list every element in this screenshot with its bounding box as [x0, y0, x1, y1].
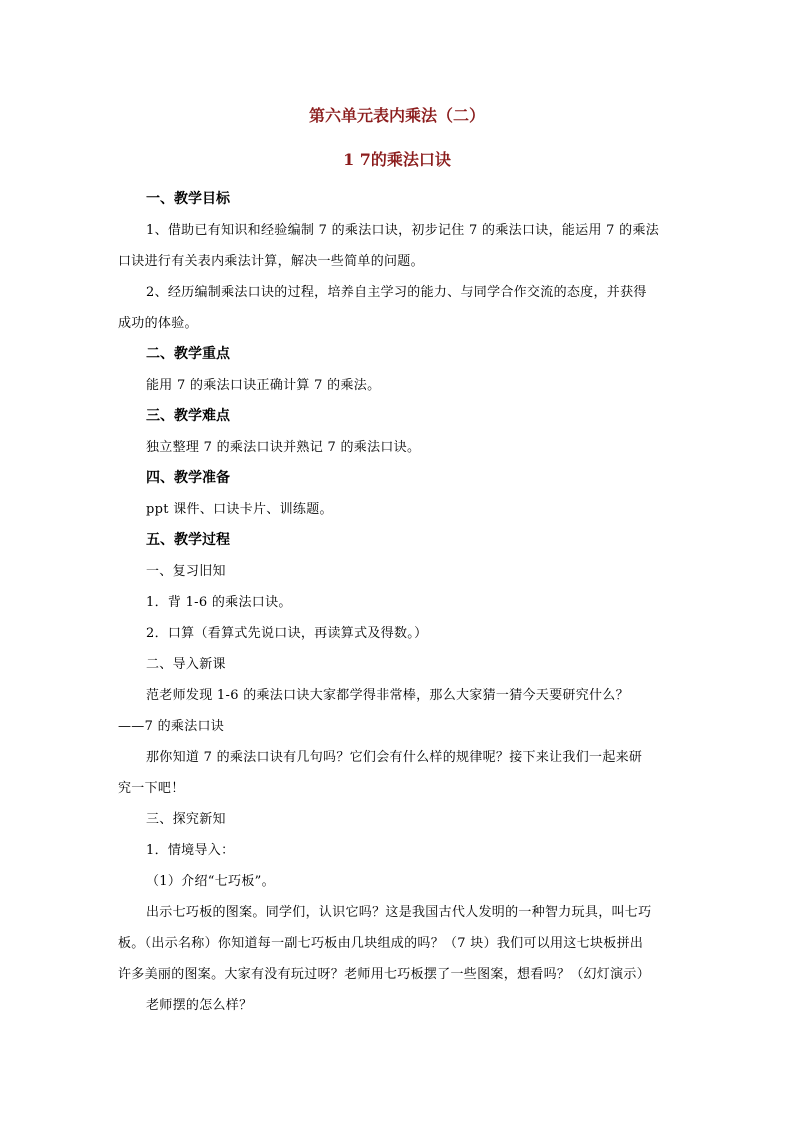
key-point-text: 能用 7 的乘法口诀正确计算 7 的乘法。 [146, 378, 381, 393]
goal-1-line-1: 1、借助已有知识和经验编制 7 的乘法口诀，初步记住 7 的乘法口诀，能运用 7 的乘法 [146, 223, 660, 238]
difficulty-heading: 三、教学难点 [146, 408, 230, 424]
goals-heading: 一、教学目标 [146, 191, 230, 207]
process-heading: 五、教学过程 [146, 532, 230, 548]
goal-2-line-2: 成功的体验。 [118, 316, 198, 331]
document-content [118, 100, 676, 1021]
key-point-heading: 二、教学重点 [146, 346, 230, 362]
tangram-line-1: 出示七巧板的图案。同学们，认识它吗？这是我国古代人发明的一种智力玩具，叫七巧 [146, 905, 652, 920]
review-item-2: 2．口算（看算式先说口诀，再读算式及得数。） [146, 626, 428, 641]
tangram-line-4: 老师摆的怎么样？ [146, 998, 253, 1013]
explore-heading: 三、探究新知 [146, 812, 226, 827]
lesson-title: 1 7的乘法口诀 [343, 150, 451, 169]
page-title: 第六单元表内乘法（二） [308, 106, 485, 125]
tangram-line-2: 板。（出示名称）你知道每一副七巧板由几块组成的吗？（7 块）我们可以用这七块板拼出 [118, 936, 644, 951]
intro-line-1: 范老师发现 1-6 的乘法口诀大家都学得非常棒，那么大家猜一猜今天要研究什么？ [146, 688, 629, 703]
intro-line-4: 究一下吧！ [118, 781, 185, 796]
review-heading: 一、复习旧知 [146, 564, 226, 579]
explore-item-1: 1．情境导入： [146, 843, 235, 858]
explore-item-1-1: （1）介绍“七巧板”。 [146, 874, 275, 889]
intro-line-3: 那你知道 7 的乘法口诀有几句吗？它们会有什么样的规律呢？接下来让我们一起来研 [146, 750, 643, 765]
review-item-1: 1．背 1-6 的乘法口诀。 [146, 595, 292, 610]
intro-heading: 二、导入新课 [146, 657, 226, 672]
preparation-heading: 四、教学准备 [146, 470, 230, 486]
preparation-text: ppt 课件、口诀卡片、训练题。 [146, 502, 333, 517]
goal-1-line-2: 口诀进行有关表内乘法计算，解决一些简单的问题。 [118, 254, 424, 269]
goal-2-line-1: 2、经历编制乘法口诀的过程，培养自主学习的能力、与同学合作交流的态度，并获得 [146, 285, 647, 300]
tangram-line-3: 许多美丽的图案。大家有没有玩过呀？老师用七巧板摆了一些图案，想看吗？（幻灯演示） [118, 967, 651, 982]
intro-line-2: ——7 的乘法口诀 [118, 719, 225, 734]
difficulty-text: 独立整理 7 的乘法口诀并熟记 7 的乘法口诀。 [146, 440, 421, 455]
